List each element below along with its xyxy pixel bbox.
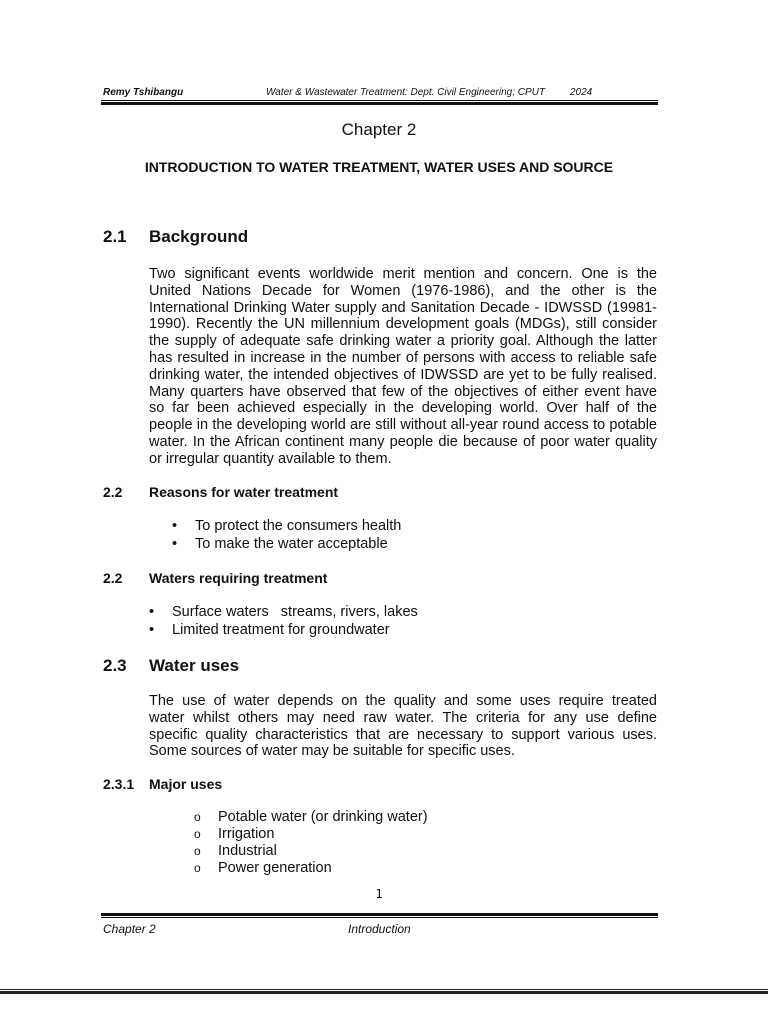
paragraph-line: Two significant events worldwide merit mention and concern. One is the: [149, 266, 657, 282]
chapter-title: Chapter 2: [341, 120, 417, 139]
page-number: 1: [375, 887, 383, 901]
paragraph-line: United Nations Decade for Women (1976-1986), and the other is the: [149, 282, 657, 299]
list-item-text: Limited treatment for groundwater: [172, 622, 390, 638]
bullet-icon: o: [194, 861, 201, 875]
section-title-waters: Waters requiring treatment: [149, 570, 328, 586]
footer-rule: [101, 913, 658, 918]
header-year: 2024: [570, 87, 593, 98]
paragraph-line: the supply of adequate safe drinking water a priority goal. Although the latter: [149, 333, 657, 350]
bullet-icon: •: [172, 536, 178, 552]
paragraph-line: so far been achieved especially in the developing world. Over half of the: [149, 400, 657, 417]
section-title-water-uses: Water uses: [149, 656, 240, 675]
bullet-icon: •: [149, 604, 155, 620]
paragraph-line: 1990). Recently the UN millennium development goals (MDGs), still consider: [149, 316, 657, 333]
header-rule: [101, 100, 658, 105]
bullet-icon: o: [194, 810, 201, 824]
paragraph-line: Some sources of water may be suitable for specific uses.: [149, 743, 515, 760]
list-item: [149, 621, 549, 639]
footer-section: Introduction: [348, 922, 411, 936]
section-number-background: 2.1: [103, 227, 127, 246]
paragraph-line: Many quarters have observed that few of the objectives of either event have: [149, 383, 657, 400]
paragraph-line: The use of water depends on the quality and some uses require treated: [149, 693, 657, 709]
paragraph-line: has resulted in increase in the number of persons with access to reliable safe: [149, 349, 657, 366]
footer-chapter: Chapter 2: [103, 922, 156, 936]
water-uses-paragraph: [149, 693, 657, 760]
list-item-text: To make the water acceptable: [195, 536, 388, 552]
bullet-icon: •: [172, 518, 178, 534]
section-number-major-uses: 2.3.1: [103, 776, 135, 792]
list-item: [194, 860, 594, 877]
section-title-reasons: Reasons for water treatment: [149, 484, 339, 500]
list-item: [172, 535, 572, 553]
section-number-reasons: 2.2: [103, 484, 123, 500]
paragraph-line: specific quality characteristics that are necessary to support various uses.: [149, 726, 657, 743]
header-author: Remy Tshibangu: [103, 87, 184, 98]
background-paragraph: [149, 266, 657, 468]
bullet-icon: o: [194, 844, 201, 858]
list-item-text: Surface waters streams, rivers, lakes: [172, 604, 418, 620]
paragraph-line: or irregular quantity available to them.: [149, 450, 392, 467]
paragraph-line: International Drinking Water supply and Sanitation Decade - IDWSSD (19981-: [149, 299, 657, 316]
chapter-subtitle: INTRODUCTION TO WATER TREATMENT, WATER USES AND SOURCE: [144, 159, 614, 175]
page-edge-rule: [0, 989, 768, 994]
list-item: [149, 603, 549, 621]
list-item-text: Power generation: [218, 860, 332, 876]
list-item-text: Irrigation: [218, 826, 275, 842]
major-uses-list: [194, 809, 594, 877]
reasons-list: [172, 517, 572, 553]
waters-list: [149, 603, 549, 639]
header-course: Water & Wastewater Treatment: Dept. Civil Engineering; CPUT: [266, 87, 545, 98]
list-item-text: Industrial: [218, 843, 277, 859]
section-title-major-uses: Major uses: [149, 776, 223, 792]
list-item: [194, 826, 594, 843]
list-item-text: To protect the consumers health: [195, 518, 402, 534]
paragraph-line: water. In the African continent many people die because of poor water quality: [149, 433, 657, 450]
bullet-icon: o: [194, 827, 201, 841]
bullet-icon: •: [149, 622, 155, 638]
paragraph-line: drinking water, the intended objectives of IDWSSD are yet to be fully realised.: [149, 366, 657, 383]
paragraph-line: water whilst others may need raw water. The criteria for any use define: [149, 709, 657, 726]
list-item-text: Potable water (or drinking water): [218, 809, 428, 825]
list-item: [172, 517, 572, 535]
list-item: [194, 843, 594, 860]
section-number-water-uses: 2.3: [103, 656, 127, 675]
section-number-waters: 2.2: [103, 570, 123, 586]
list-item: [194, 809, 594, 826]
section-title-background: Background: [149, 227, 249, 246]
paragraph-line: people in the developing world are still without all-year round access to potable: [149, 417, 657, 434]
